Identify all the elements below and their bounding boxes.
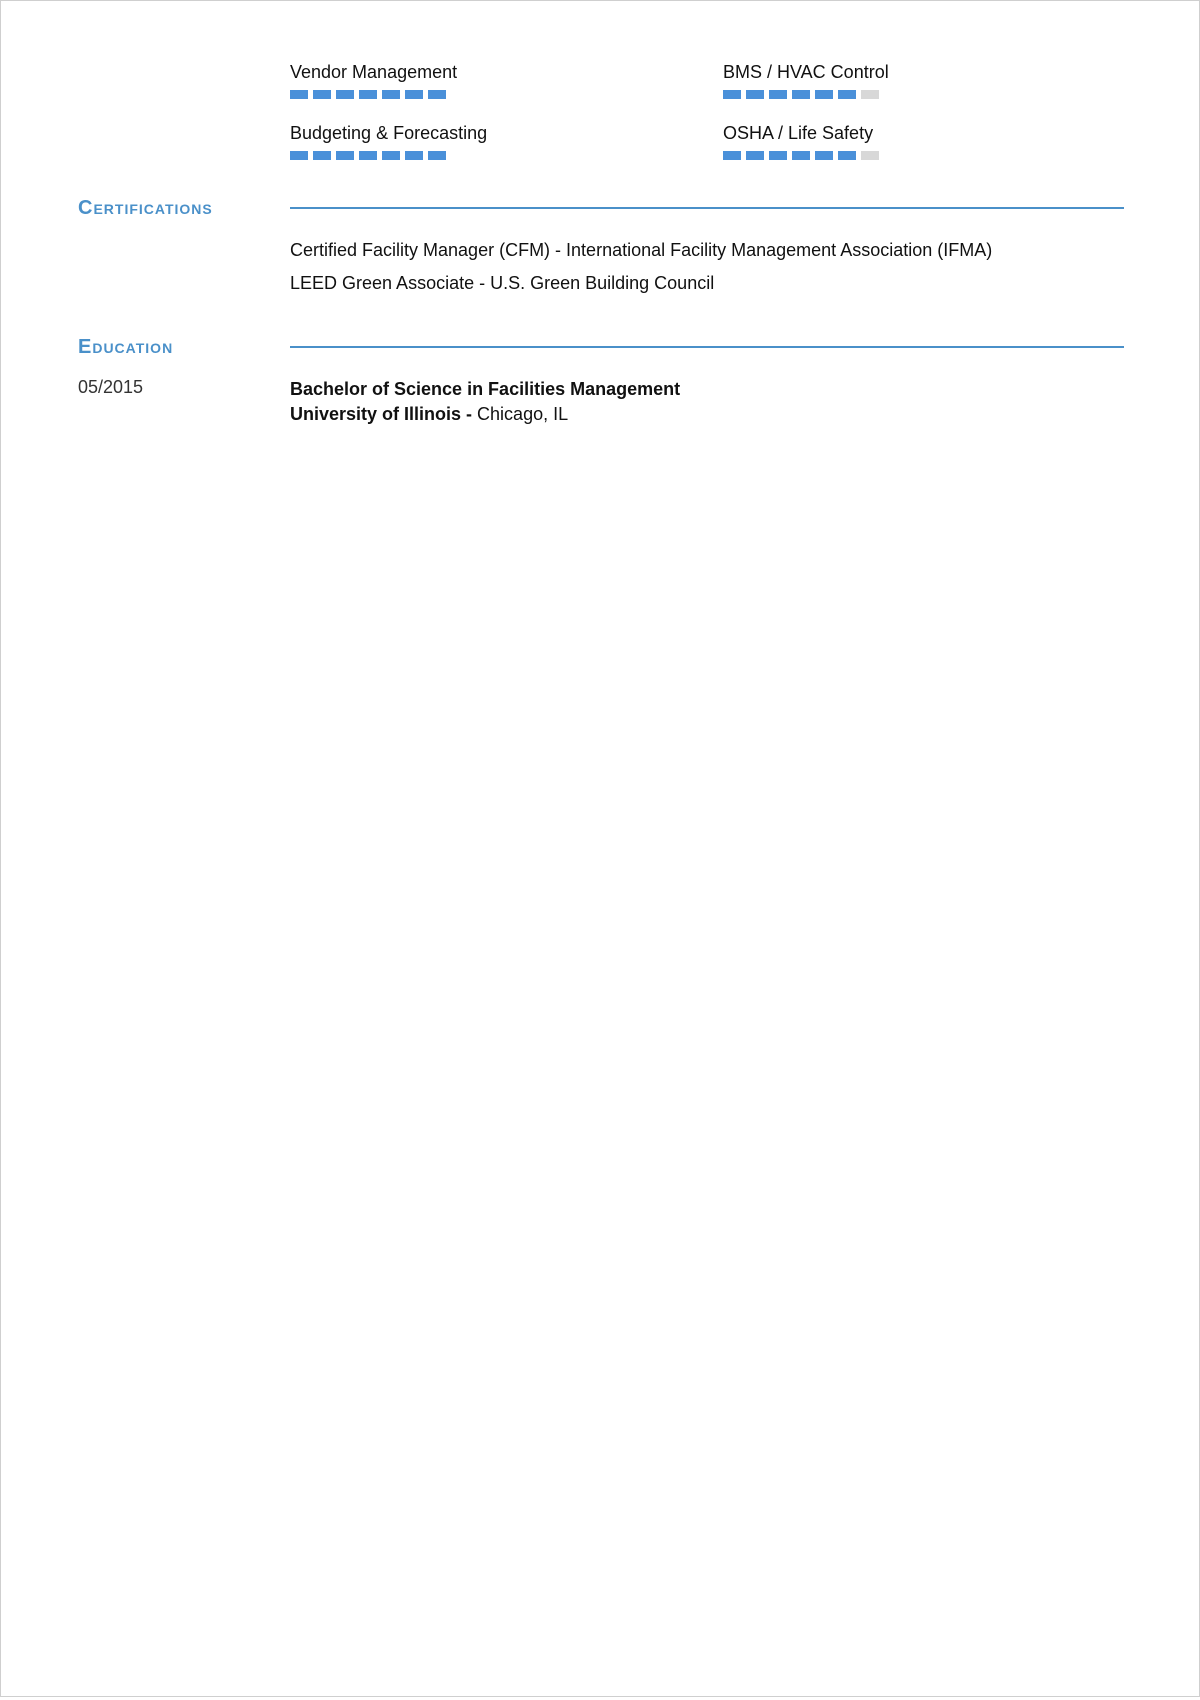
skill-level-segment-filled xyxy=(405,151,423,160)
certifications-section-header xyxy=(78,196,1124,226)
certifications-divider xyxy=(290,207,1124,209)
skill-level-segment-empty xyxy=(861,90,879,99)
skill-item xyxy=(723,61,1143,99)
skill-level-segment-filled xyxy=(838,90,856,99)
education-divider xyxy=(290,346,1124,348)
skill-level-segment-filled xyxy=(746,151,764,160)
skill-name: Vendor Management xyxy=(290,62,458,82)
certifications-list xyxy=(290,239,1150,305)
skill-level-segment-filled xyxy=(313,90,331,99)
skill-name: Budgeting & Forecasting xyxy=(290,123,488,143)
education-degree: Bachelor of Science in Facilities Management xyxy=(290,379,681,399)
skill-level-segment-filled xyxy=(746,90,764,99)
skill-level-bar xyxy=(723,90,1143,99)
skill-level-bar xyxy=(290,151,710,160)
skill-level-segment-filled xyxy=(290,151,308,160)
education-heading: Education xyxy=(78,336,174,358)
skill-level-segment-filled xyxy=(769,151,787,160)
education-location: Chicago, IL xyxy=(477,404,569,424)
education-date: 05/2015 xyxy=(78,377,144,397)
skill-level-segment-filled xyxy=(405,90,423,99)
skill-level-segment-filled xyxy=(382,90,400,99)
skill-level-segment-filled xyxy=(359,90,377,99)
education-entry xyxy=(290,377,1150,427)
skill-level-segment-filled xyxy=(428,151,446,160)
education-section-header xyxy=(78,335,1124,365)
skill-level-segment-filled xyxy=(838,151,856,160)
skill-name: BMS / HVAC Control xyxy=(723,62,889,82)
skill-level-segment-filled xyxy=(336,151,354,160)
skill-level-segment-filled xyxy=(313,151,331,160)
skill-name: OSHA / Life Safety xyxy=(723,123,874,143)
skill-level-segment-empty xyxy=(861,151,879,160)
certifications-heading: Certifications xyxy=(78,197,213,219)
skill-level-segment-filled xyxy=(815,151,833,160)
skill-level-segment-filled xyxy=(359,151,377,160)
skill-level-segment-filled xyxy=(723,90,741,99)
skill-level-bar xyxy=(290,90,710,99)
skill-level-segment-filled xyxy=(290,90,308,99)
education-school: University of Illinois - xyxy=(290,404,473,424)
skill-level-bar xyxy=(723,151,1143,160)
education-school-line xyxy=(290,402,1150,427)
skill-level-segment-filled xyxy=(336,90,354,99)
skill-level-segment-filled xyxy=(815,90,833,99)
skill-item xyxy=(290,61,710,99)
certification-item: Certified Facility Manager (CFM) - International Facility Management Association (IFMA) xyxy=(290,240,993,260)
skill-item xyxy=(723,122,1143,160)
skill-level-segment-filled xyxy=(792,90,810,99)
skill-level-segment-filled xyxy=(428,90,446,99)
skill-level-segment-filled xyxy=(769,90,787,99)
skill-level-segment-filled xyxy=(723,151,741,160)
skill-level-segment-filled xyxy=(792,151,810,160)
skill-item xyxy=(290,122,710,160)
skill-level-segment-filled xyxy=(382,151,400,160)
certification-item: LEED Green Associate - U.S. Green Building Council xyxy=(290,273,715,293)
